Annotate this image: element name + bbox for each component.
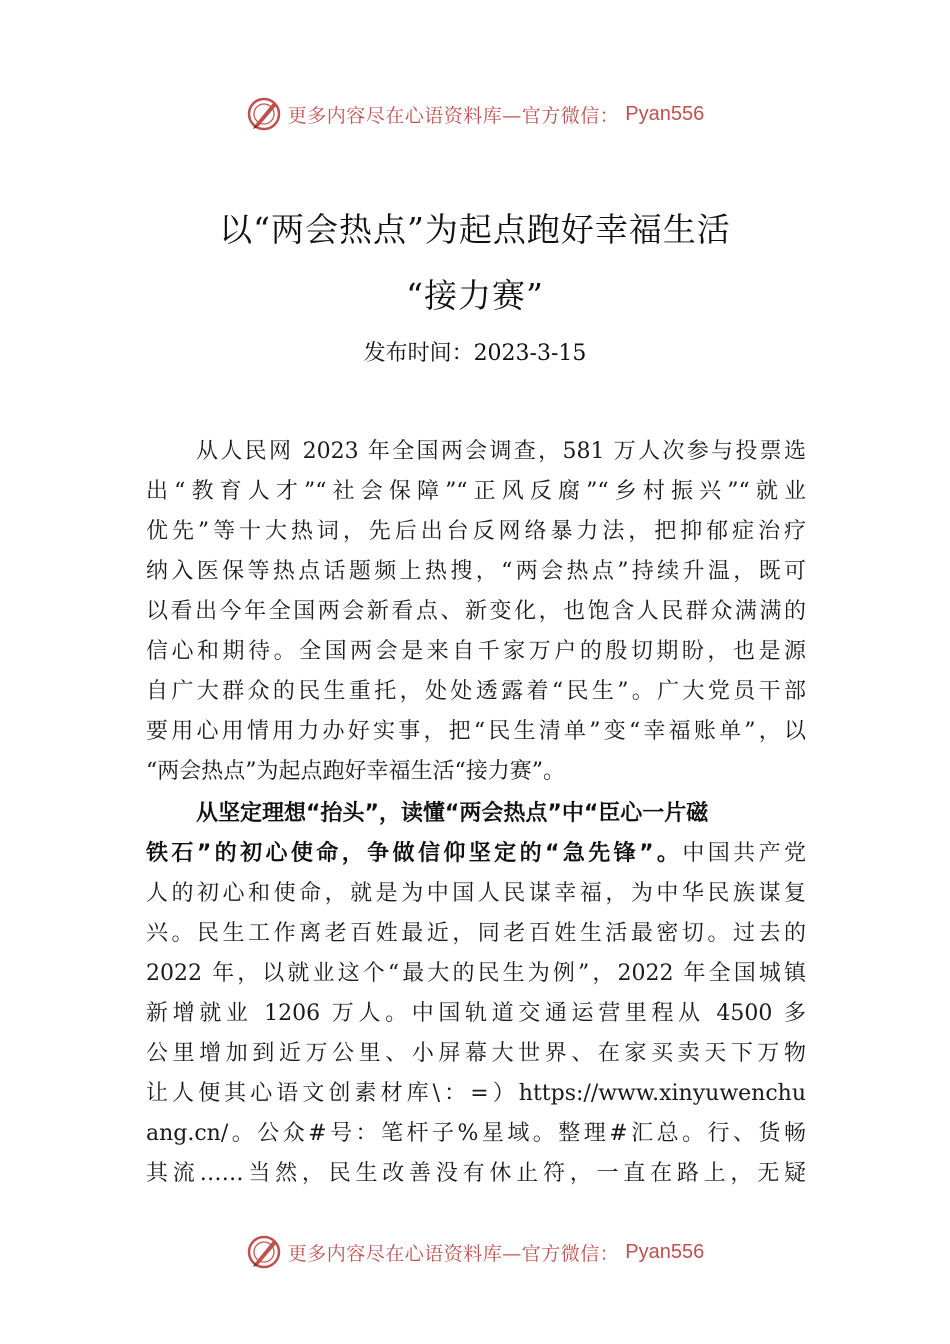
text-line: 以看出今年全国两会新看点、新变化，也饱含人民群众满满的 xyxy=(146,599,806,624)
text-line: 信心和期待。全国两会是来自千家万户的殷切期盼，也是源 xyxy=(146,639,806,664)
text-run: 中国共产党 xyxy=(682,841,806,866)
text-line: 其流……当然，民生改善没有休止符，一直在路上，无疑 xyxy=(146,1161,806,1186)
bold-heading-part2: 铁石”的初心使命，争做信仰坚定的“急先锋”。 xyxy=(146,841,683,866)
publish-date: 发布时间：2023-3-15 xyxy=(363,341,587,366)
text-line: 2022 年，以就业这个“最大的民生为例”，2022 年全国城镇 xyxy=(146,961,806,986)
banner-wechat-id: Pyan556 xyxy=(625,1240,705,1263)
paragraph-2 xyxy=(146,794,806,1194)
text-line: 自广大群众的民生重托，处处透露着“民生”。广大党员干部 xyxy=(146,679,806,704)
text-line: 纳入医保等热点话题频上热搜，“两会热点”持续升温，既可 xyxy=(146,559,806,584)
paragraph-1 xyxy=(146,432,806,792)
text-line: ang.cn/。公众#号：笔杆子%星域。整理#汇总。行、货畅 xyxy=(146,1121,806,1146)
text-line: “两会热点”为起点跑好幸福生活“接力赛”。 xyxy=(146,759,565,784)
text-line-bold-heading xyxy=(146,794,806,834)
text-line: 优先”等十大热词，先后出台反网络暴力法，把抑郁症治疗 xyxy=(146,519,806,544)
text-line: 出“教育人才”“社会保障”“正风反腐”“乡村振兴”“就业 xyxy=(146,479,806,504)
banner-wechat-id: Pyan556 xyxy=(625,102,705,125)
text-line: 公里增加到近万公里、小屏幕大世界、在家买卖天下万物 xyxy=(146,1041,806,1066)
text-line: 新增就业 1206 万人。中国轨道交通运营里程从 4500 多 xyxy=(146,1001,806,1026)
pen-circle-logo-icon xyxy=(246,96,282,132)
header-banner xyxy=(0,94,950,134)
text-line: 兴。民生工作离老百姓最近，同老百姓生活最密切。过去的 xyxy=(146,921,806,946)
text-line: 从人民网 2023 年全国两会调查，581 万人次参与投票选 xyxy=(196,439,806,464)
pen-circle-logo-icon xyxy=(246,1234,282,1270)
text-line: 人的初心和使命，就是为中国人民谋幸福，为中华民族谋复 xyxy=(146,881,806,906)
document-title-line2: “接力赛” xyxy=(406,276,544,315)
document-title-line1: 以“两会热点”为起点跑好幸福生活 xyxy=(219,210,731,249)
text-line: 要用心用情用力办好实事，把“民生清单”变“幸福账单”，以 xyxy=(146,719,806,744)
banner-text: 更多内容尽在心语资料库—官方微信： xyxy=(287,1242,620,1265)
footer-banner xyxy=(0,1232,950,1272)
banner-text: 更多内容尽在心语资料库—官方微信： xyxy=(287,104,620,127)
text-line xyxy=(146,834,806,874)
bold-heading-part1: 从坚定理想“抬头”，读懂“两会热点”中“臣心一片磁 xyxy=(196,801,709,826)
text-line: 让人便其心语文创素材库\：=）https://www.xinyuwenchu xyxy=(146,1081,806,1106)
